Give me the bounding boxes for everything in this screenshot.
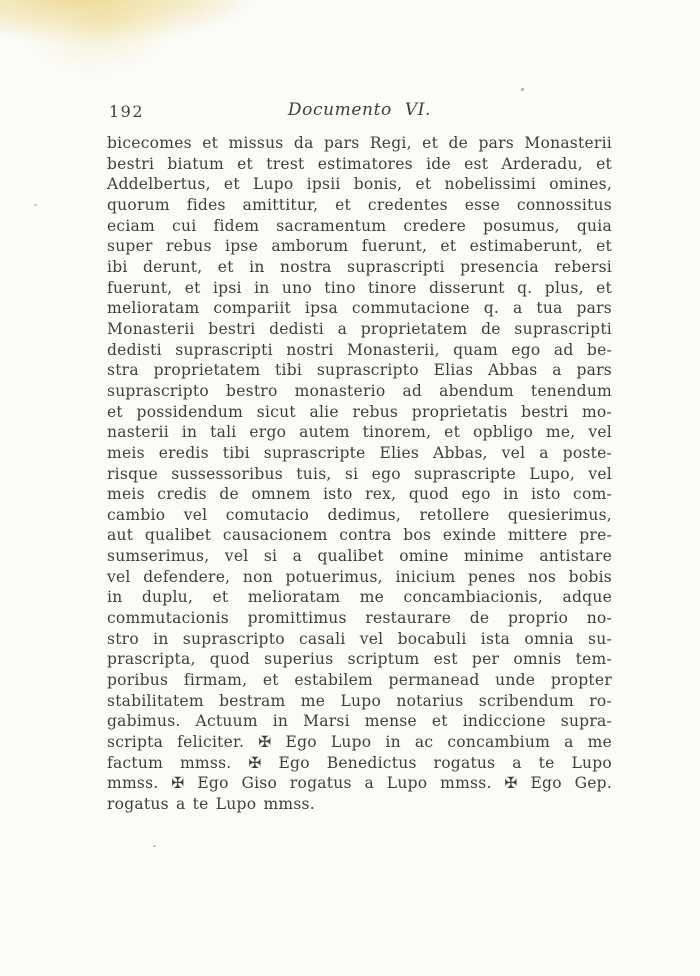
- text-line: prascripta, quod superius scriptum est per omnis tem-: [107, 650, 612, 669]
- text-line: commutacionis promittimus restaurare de proprio no-: [107, 609, 612, 628]
- page-number: 192: [109, 102, 145, 121]
- text-line: mmss. ✠ Ego Giso rogatus a Lupo mmss. ✠ Ego Gep.: [107, 774, 612, 793]
- text-line: cambio vel comutacio dedimus, retollere quesierimus,: [107, 505, 612, 524]
- text-line: quorum fides amittitur, et credentes esse connossitus: [107, 195, 612, 214]
- text-line: vel defendere, non potuerimus, inicium penes nos bobis: [107, 567, 612, 586]
- text-line: stabilitatem bestram me Lupo notarius scribendum ro-: [107, 691, 612, 710]
- text-line: ibi derunt, et in nostra suprascripti presencia rebersi: [107, 257, 612, 276]
- text-line: scripta feliciter. ✠ Ego Lupo in ac concambium a me: [107, 733, 612, 752]
- text-line: suprascripto bestro monasterio ad abendum tenendum: [107, 381, 612, 400]
- text-line: stro in suprascripto casali vel bocabuli ista omnia su-: [107, 629, 612, 648]
- text-line: sumserimus, vel si a qualibet omine minime antistare: [107, 547, 612, 566]
- page-header: [107, 100, 612, 122]
- text-line: meis eredis tibi suprascripte Elies Abbas, vel a poste-: [107, 443, 612, 462]
- text-line: risque sussessoribus tuis, si ego suprascripte Lupo, vel: [107, 464, 612, 483]
- text-line: rogatus a te Lupo mmss.: [107, 795, 315, 813]
- text-line: meis credis de omnem isto rex, quod ego in isto com-: [107, 485, 612, 504]
- document-body: [107, 133, 612, 815]
- text-line: bestri biatum et trest estimatores ide est Arderadu, et: [107, 154, 612, 173]
- scan-stain: [26, 0, 184, 82]
- text-line: nasterii in tali ergo autem tinorem, et opbligo me, vel: [107, 423, 612, 442]
- scan-speck: [521, 88, 524, 91]
- text-line: in duplu, et melioratam me concambiacionis, adque: [107, 588, 612, 607]
- text-line: poribus firmam, et estabilem permanead unde propter: [107, 671, 612, 690]
- text-line: Addelbertus, et Lupo ipsii bonis, et nobelissimi omines,: [107, 175, 612, 194]
- text-line: bicecomes et missus da pars Regi, et de pars Monasterii: [107, 134, 612, 152]
- text-line: Monasterii bestri dedisti a proprietatem de suprascripti: [107, 319, 612, 338]
- text-line: stra proprietatem tibi suprascripto Elias Abbas a pars: [107, 361, 612, 380]
- text-line: eciam cui fidem sacramentum credere posumus, quia: [107, 216, 612, 235]
- text-line: aut qualibet causacionem contra bos exinde mittere pre-: [107, 526, 612, 545]
- text-line: factum mmss. ✠ Ego Benedictus rogatus a te Lupo: [107, 753, 612, 772]
- text-line: et possidendum sicut alie rebus proprietatis bestri mo-: [107, 402, 612, 421]
- text-line: fuerunt, et ipsi in uno tino tinore disserunt q. plus, et: [107, 278, 612, 297]
- page-title: Documento VI.: [287, 100, 432, 120]
- scan-speck: [34, 204, 37, 206]
- text-line: super rebus ipse amborum fuerunt, et estimaberunt, et: [107, 237, 612, 256]
- scan-speck: [153, 845, 156, 847]
- text-line: melioratam compariit ipsa commutacione q. a tua pars: [107, 299, 612, 318]
- text-line: dedisti suprascripti nostri Monasterii, quam ego ad be-: [107, 340, 612, 359]
- text-line: gabimus. Actuum in Marsi mense et indiccione supra-: [107, 712, 612, 731]
